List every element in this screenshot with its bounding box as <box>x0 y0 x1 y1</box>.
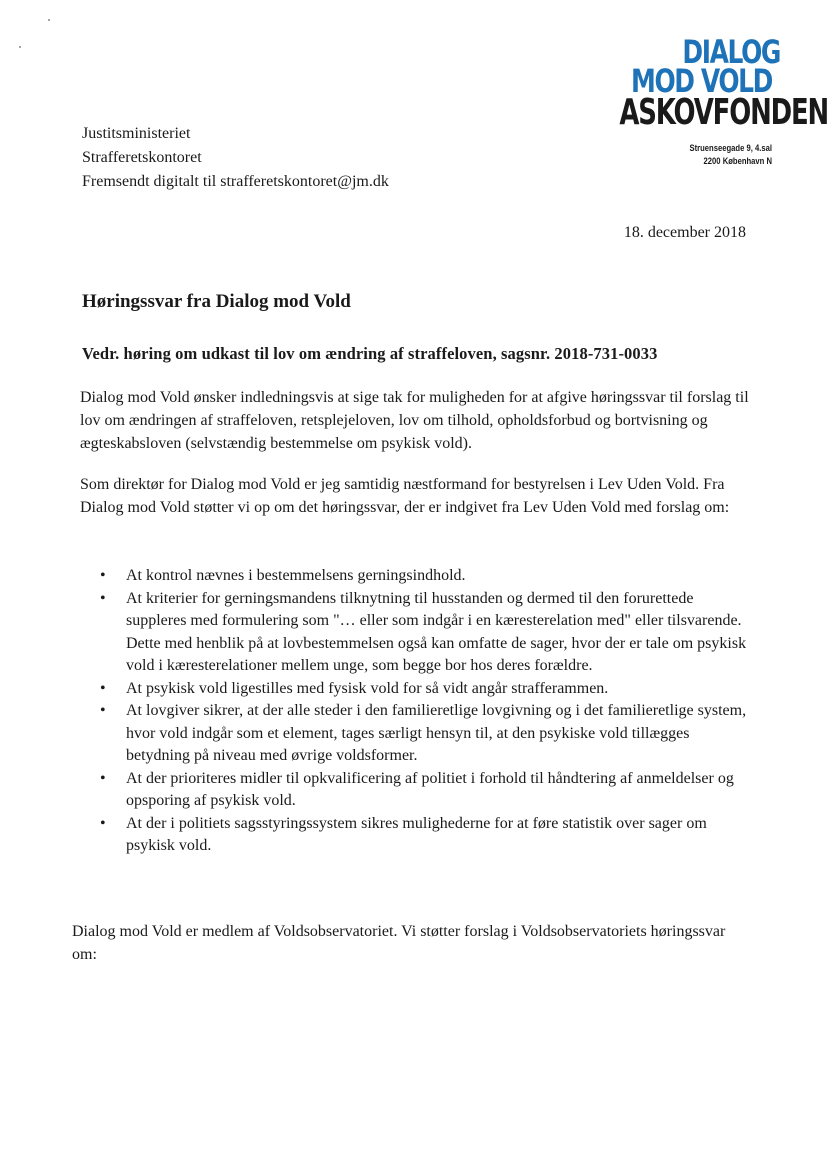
list-item: • At der i politiets sagsstyringssystem sikres mulighederne for at føre statistik over sager om psykisk vold. <box>100 813 750 858</box>
recipient-line: Justitsministeriet <box>82 125 191 142</box>
support-paragraph: Som direktør for Dialog mod Vold er jeg samtidig næstformand for bestyrelsen i Lev Uden Vold. Fra Dialog mod Vold støtter vi op om det høringssvar, der er indgivet fra Lev Uden Vold med forslag om: <box>80 476 730 516</box>
letter-title: Høringssvar fra Dialog mod Vold <box>82 291 351 312</box>
observatory-paragraph: Dialog mod Vold er medlem af Voldsobservatoriet. Vi støtter forslag i Voldsobservatoriets høringssvar om: <box>72 923 726 963</box>
logo-line-dialog: DIALOG <box>682 33 780 71</box>
logo-line-askovfonden: ASKOVFONDEN <box>619 92 828 133</box>
list-item: • At psykisk vold ligestilles med fysisk vold for så vidt angår strafferammen. <box>100 678 750 701</box>
scan-speck <box>48 19 50 21</box>
letter-subject: Vedr. høring om udkast til lov om ændring af straffeloven, sagsnr. 2018-731-0033 <box>82 344 658 363</box>
recipient-block <box>82 122 389 194</box>
organization-logo <box>560 33 828 168</box>
recipient-line: Strafferetskontoret <box>82 149 202 166</box>
list-item: • At kriterier for gerningsmandens tilknytning til husstanden og dermed til den forurettede suppleres med formulering som "… eller som indgår i en kæresterelation med" eller tilsvarende. Dette med henblik på at lovbestemmelsen også kan omfatte de sager, hvor der er tale om psykisk vold i kæresterelationer mellem unge, som begge bor hos deres forældre. <box>100 588 750 678</box>
list-item: • At kontrol nævnes i bestemmelsens gerningsindhold. <box>100 565 750 588</box>
proposal-list <box>100 565 750 858</box>
logo-line-mod-vold: MOD VOLD <box>631 62 772 100</box>
address-city: 2200 København N <box>703 156 772 166</box>
scan-speck <box>19 46 21 48</box>
list-item: • At der prioriteres midler til opkvalificering af politiet i forhold til håndtering af anmeldelser og opsporing af psykisk vold. <box>100 768 750 813</box>
address-street: Struenseegade 9, 4.sal <box>689 143 772 153</box>
letter-date: 18. december 2018 <box>623 224 746 241</box>
intro-paragraph: Dialog mod Vold ønsker indledningsvis at sige tak for muligheden for at afgive høringssvar til forslag til lov om ændringen af straffeloven, retsplejeloven, lov om tilhold, opholdsforbud og bortvisning og ægteskabsloven (selvstændig bestemmelse om psykisk vold). <box>80 389 749 452</box>
logo-address <box>592 142 772 168</box>
recipient-line: Fremsendt digitalt til strafferetskontoret@jm.dk <box>82 173 389 190</box>
list-item: • At lovgiver sikrer, at der alle steder i den familieretlige lovgivning og i det familieretlige system, hvor vold indgår som et element, tages særligt hensyn til, at den psykiske vold tillægges betydning på niveau med øvrige voldsformer. <box>100 700 750 768</box>
